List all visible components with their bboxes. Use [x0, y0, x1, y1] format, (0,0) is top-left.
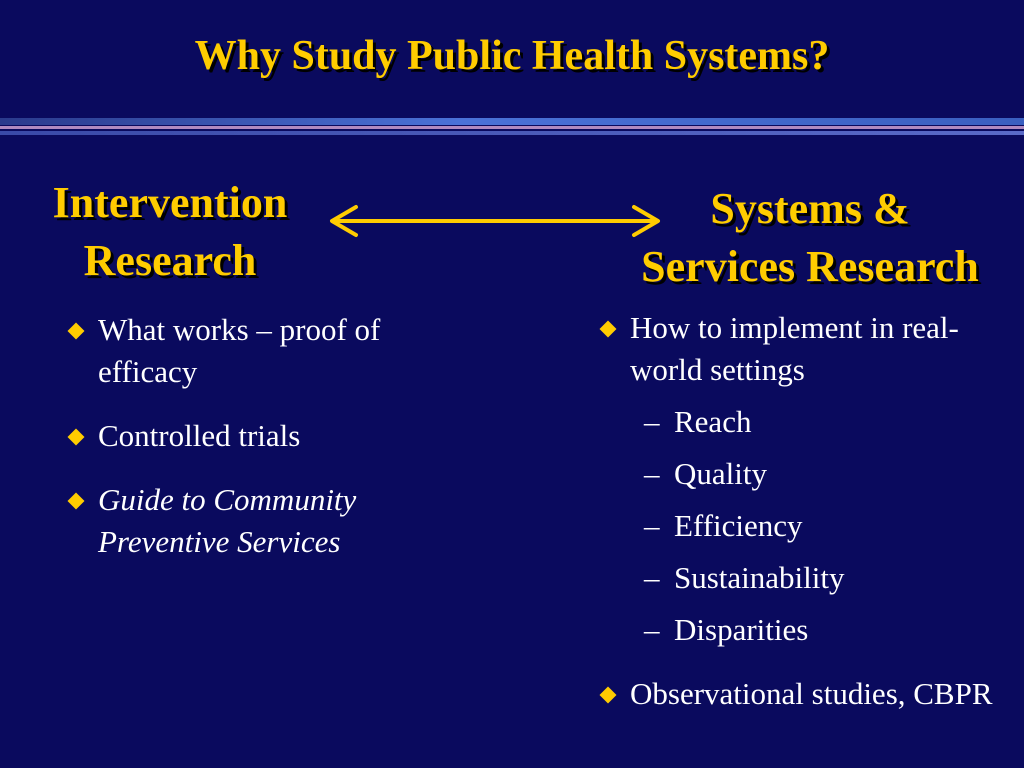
dash-bullet: –	[644, 404, 660, 439]
list-item	[62, 415, 462, 457]
systems-services-research-heading	[600, 180, 1020, 296]
sub-list-item	[630, 557, 1014, 599]
bullet-text: Observational studies, CBPR	[630, 676, 993, 711]
bullet-text: Controlled trials	[98, 418, 301, 453]
sub-list-item	[630, 609, 1014, 651]
list-item	[594, 673, 1014, 715]
bullet-text: What works – proof of efficacy	[98, 312, 381, 389]
heading-left-line2: Research	[83, 236, 257, 285]
dash-bullet: –	[644, 612, 660, 647]
sub-item-text: Reach	[674, 404, 752, 439]
sub-bullet-list	[630, 401, 1014, 651]
intervention-bullet-list	[62, 309, 462, 585]
dash-bullet: –	[644, 456, 660, 491]
slide-title: Why Study Public Health Systems?	[194, 33, 830, 79]
diamond-bullet-icon	[68, 323, 85, 340]
list-item	[62, 479, 462, 563]
list-item	[62, 309, 462, 393]
title-divider-top	[0, 118, 1024, 125]
systems-bullet-list	[594, 307, 1014, 737]
sub-item-text: Disparities	[674, 612, 809, 647]
diamond-bullet-icon	[68, 429, 85, 446]
heading-right-line1: Systems &	[710, 184, 910, 233]
dash-bullet: –	[644, 508, 660, 543]
bullet-text: How to implement in real-world settings	[630, 310, 959, 387]
sub-item-text: Efficiency	[674, 508, 803, 543]
diamond-bullet-icon	[600, 687, 617, 704]
sub-item-text: Quality	[674, 456, 767, 491]
diamond-bullet-icon	[600, 321, 617, 338]
sub-list-item	[630, 401, 1014, 443]
title-divider-middle	[0, 126, 1024, 129]
sub-list-item	[630, 453, 1014, 495]
heading-left-line1: Intervention	[52, 178, 288, 227]
bullet-text-italic: Guide to Community Preventive Services	[98, 482, 357, 559]
dash-bullet: –	[644, 560, 660, 595]
diamond-bullet-icon	[68, 493, 85, 510]
list-item	[594, 307, 1014, 651]
title-divider-bottom	[0, 131, 1024, 135]
sub-list-item	[630, 505, 1014, 547]
intervention-research-heading	[20, 174, 320, 290]
heading-right-line2: Services Research	[641, 242, 979, 291]
sub-item-text: Sustainability	[674, 560, 845, 595]
